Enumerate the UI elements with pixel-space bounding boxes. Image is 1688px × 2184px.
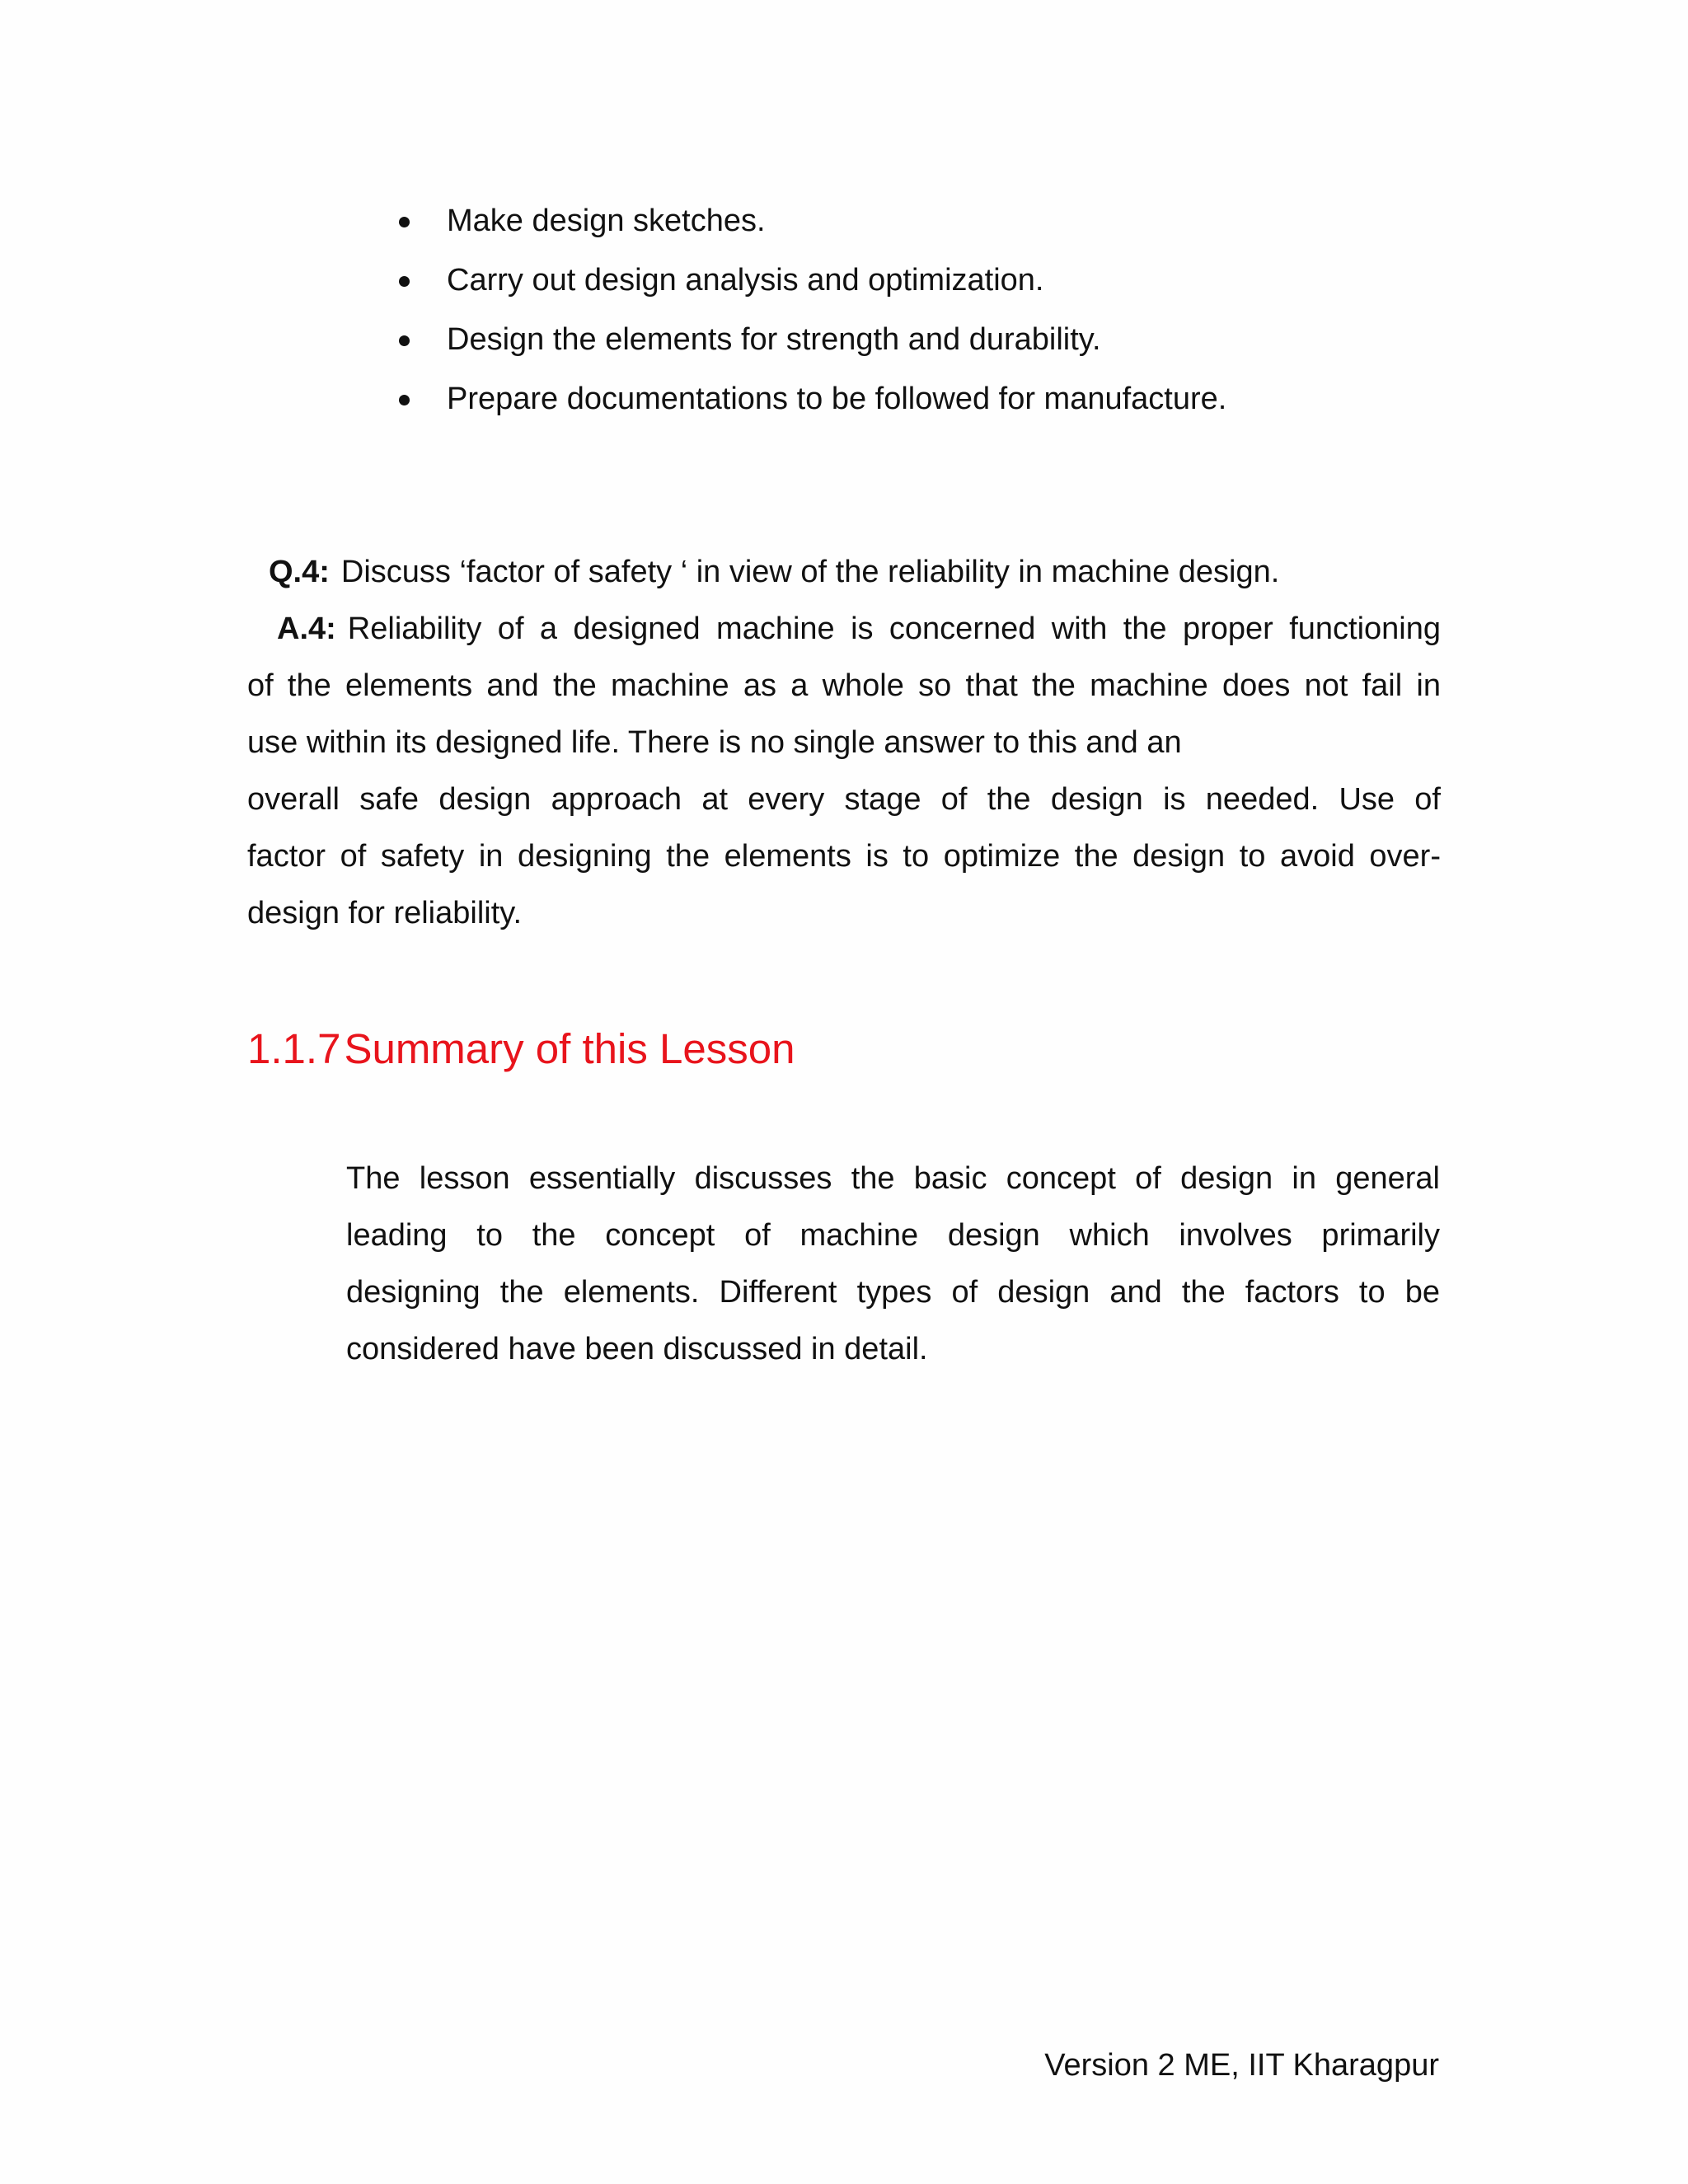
summary-line: The lesson essentially discusses the basic concept of design in general — [346, 1161, 1440, 1196]
section-title: Summary of this Lesson — [344, 1025, 795, 1072]
answer-line — [247, 601, 1441, 658]
question-text: Discuss ‘factor of safety ‘ in view of the reliability in machine design. — [340, 555, 1280, 589]
list-item-text: Carry out design analysis and optimization. — [447, 263, 1044, 298]
list-item-text: Make design sketches. — [447, 204, 766, 238]
answer-line: use within its designed life. There is no single answer to this and an — [247, 725, 1182, 760]
list-item — [394, 196, 1226, 255]
summary-line: considered have been discussed in detail. — [346, 1332, 928, 1366]
section-heading — [247, 1020, 795, 1078]
page-footer: Version 2 ME, IIT Kharagpur — [1044, 2048, 1439, 2083]
list-item-text: Design the elements for strength and durability. — [447, 322, 1101, 357]
answer-text: Reliability of a designed machine is concerned with the proper functioning — [347, 612, 1441, 646]
question — [247, 544, 1441, 601]
bullet-icon — [399, 335, 410, 346]
question-label: Q.4: — [269, 555, 330, 589]
bullet-icon — [399, 217, 410, 227]
answer-line: factor of safety in designing the elements is to optimize the design to avoid over- — [247, 839, 1441, 874]
answer-line: of the elements and the machine as a whole so that the machine does not fail in — [247, 668, 1441, 703]
list-item — [394, 374, 1226, 434]
answer-label: A.4: — [277, 612, 336, 646]
summary-paragraph — [346, 1151, 1440, 1378]
list-item — [394, 315, 1226, 374]
section-number: 1.1.7 — [247, 1025, 341, 1072]
answer-line: overall safe design approach at every stage of the design is needed. Use of — [247, 782, 1441, 817]
answer-line: design for reliability. — [247, 896, 523, 930]
question-answer-block — [247, 544, 1441, 942]
summary-line: designing the elements. Different types of design and the factors to be — [346, 1275, 1440, 1310]
summary-line: leading to the concept of machine design which involves primarily — [346, 1218, 1440, 1253]
list-item — [394, 255, 1226, 315]
bullet-icon — [399, 395, 410, 405]
bullet-icon — [399, 276, 410, 287]
list-item-text: Prepare documentations to be followed for manufacture. — [447, 382, 1227, 416]
bullet-list — [394, 196, 1226, 434]
